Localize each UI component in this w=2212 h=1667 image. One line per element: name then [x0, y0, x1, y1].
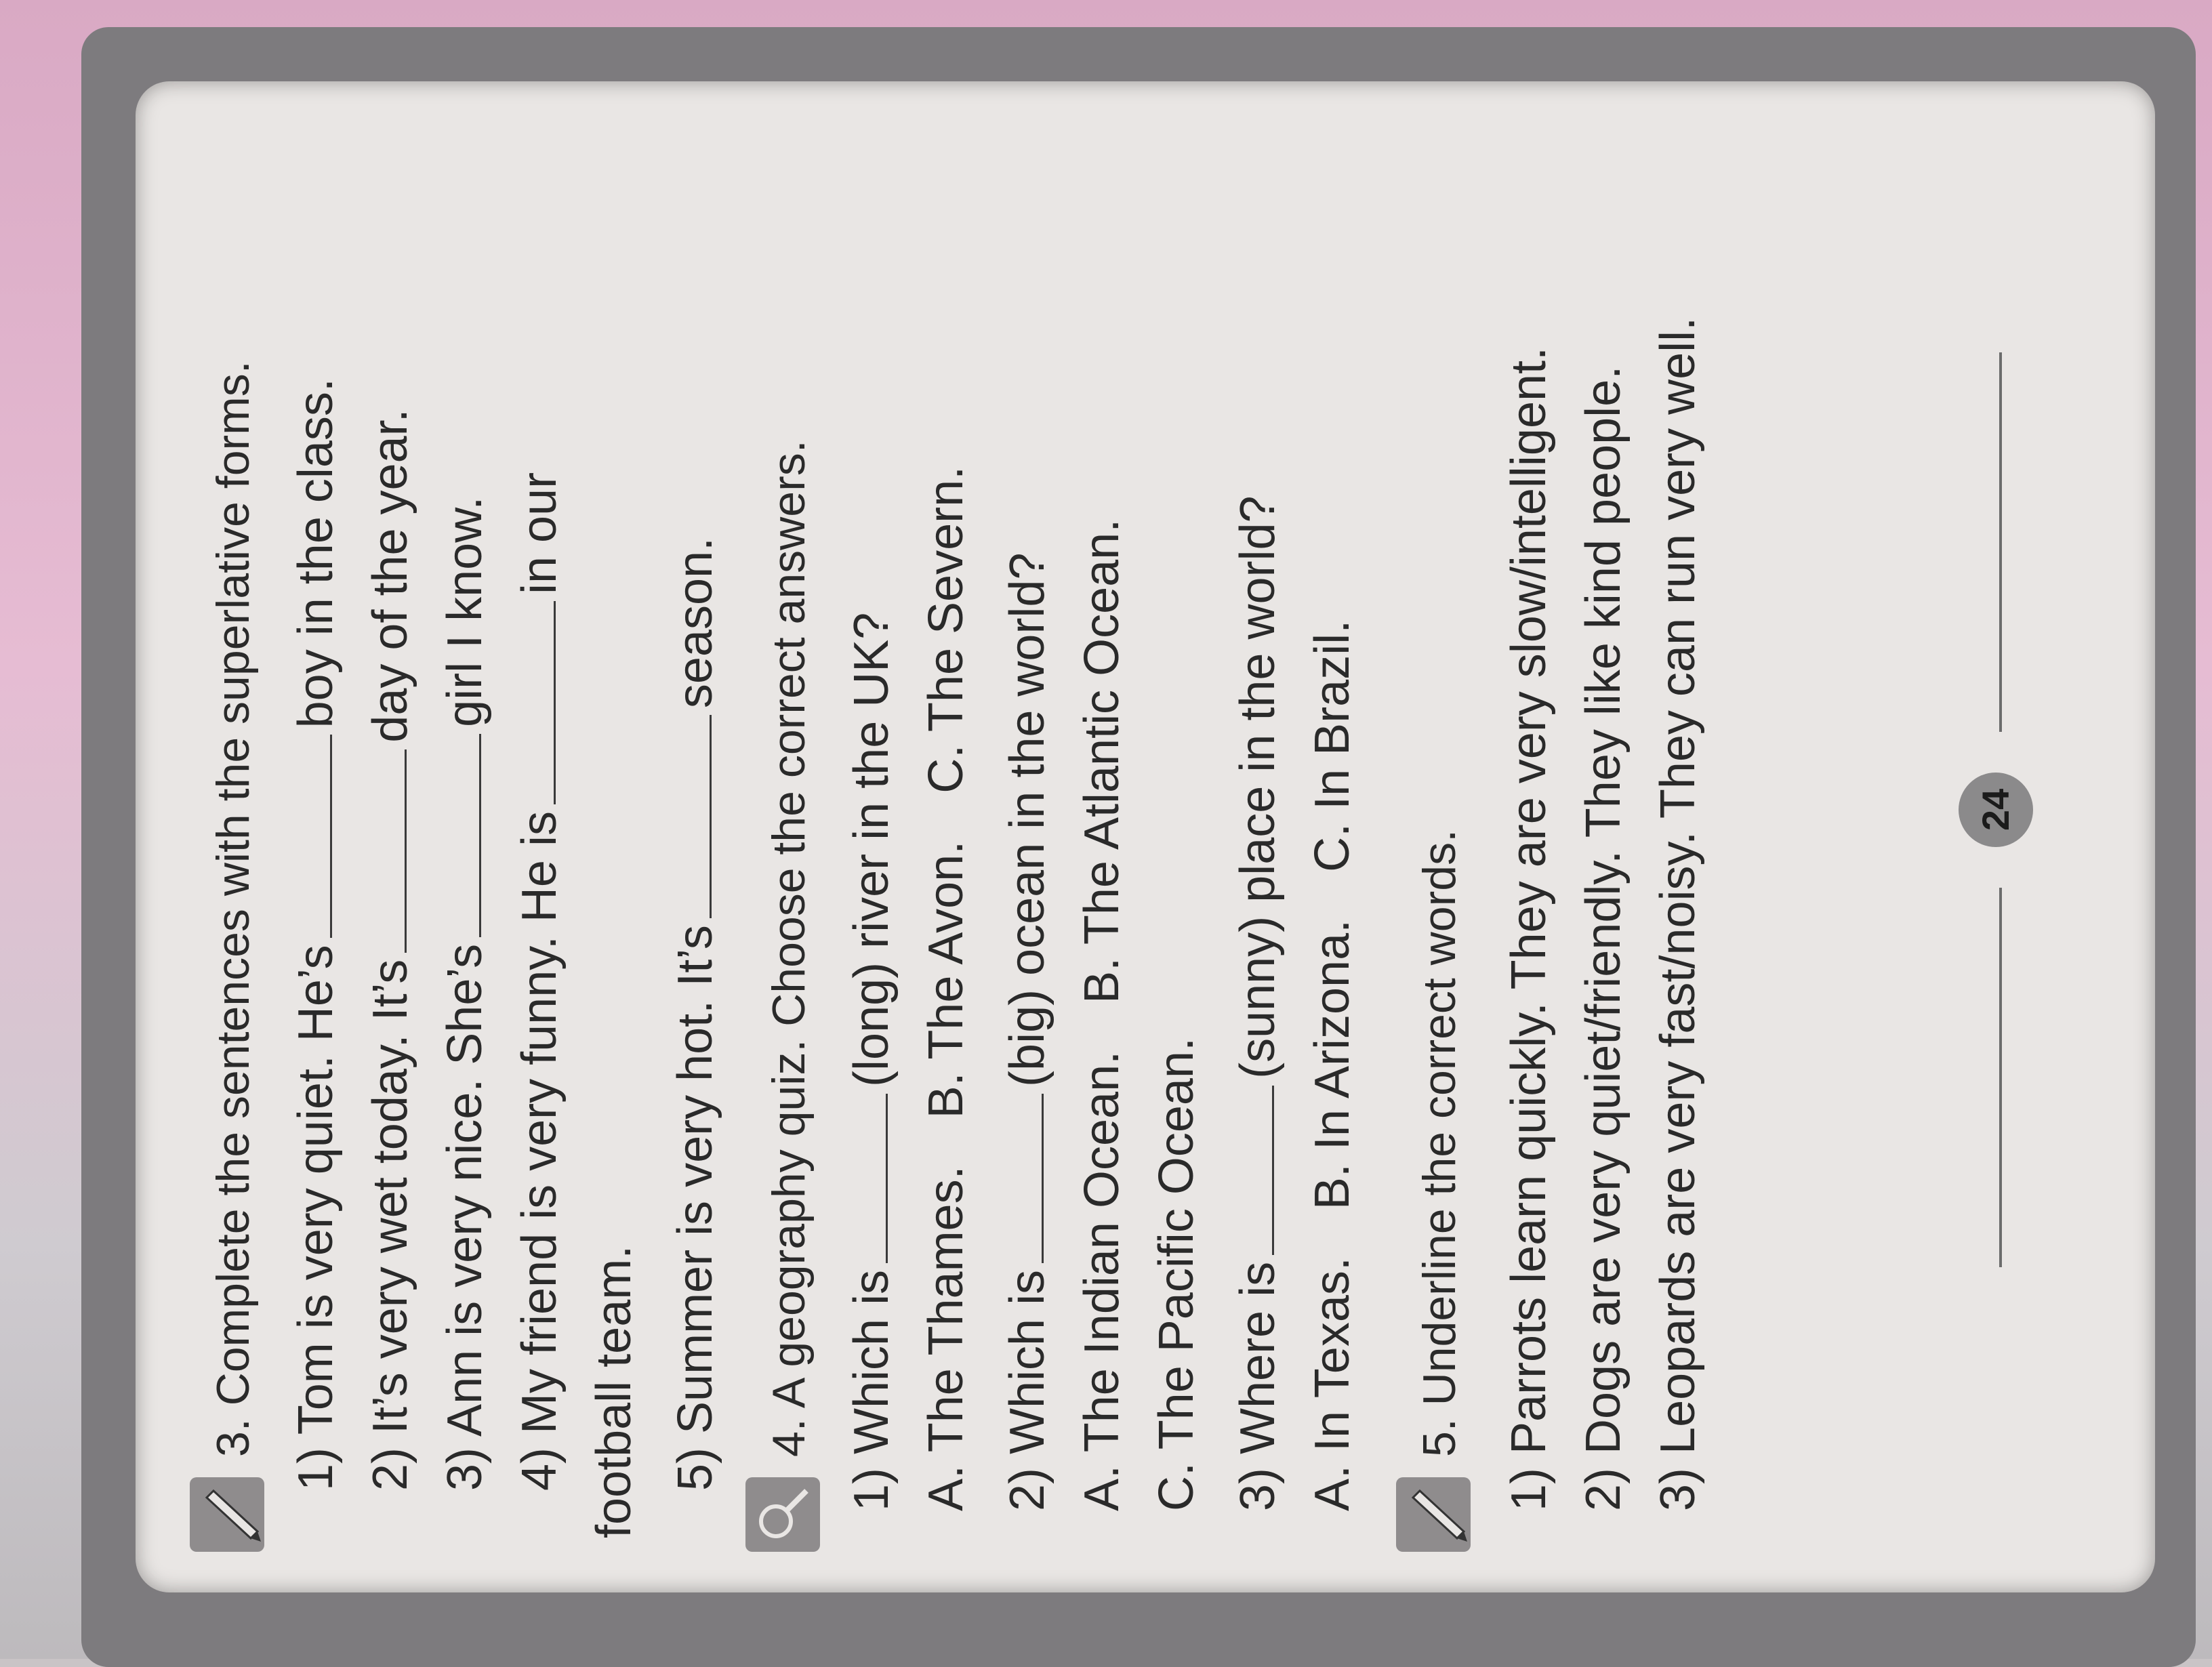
ex4-q2-options [1075, 472, 1129, 1511]
option-a[interactable]: A. In Texas. [1305, 1257, 1359, 1511]
answer-blank[interactable] [442, 734, 481, 937]
answer-blank[interactable] [516, 601, 556, 804]
option-b[interactable]: B. In Arizona. [1305, 919, 1359, 1210]
answer-blank[interactable] [293, 735, 332, 938]
ex4-question-1: 1) Which is(long) river in the UK? [844, 612, 899, 1511]
page-content [176, 122, 2114, 1552]
exercise-3-title: 3. Complete the sentences with the superlative forms. [207, 361, 259, 1457]
answer-blank[interactable] [1235, 1086, 1274, 1255]
footer-rule-left [1999, 888, 2002, 1267]
answer-blank[interactable] [672, 715, 712, 918]
ex4-q2-options-c [1149, 990, 1204, 1511]
ex5-item-3: 3) Leopards are very fast/noisy. They can run very well. [1651, 316, 1705, 1511]
ex4-q3-options [1305, 573, 1359, 1511]
pen-icon [190, 1477, 264, 1552]
option-c[interactable]: C. The Severn. [919, 466, 973, 794]
ex3-item-4-cont: football team. [587, 1245, 641, 1538]
ex3-item-2: 2) It’s very wet today. It’sday of the year. [363, 409, 417, 1491]
exercise-4-title: 4. A geography quiz. Choose the correct answers. [763, 440, 815, 1457]
ex4-q1-options [919, 419, 973, 1511]
ex3-item-5: 5) Summer is very hot. It’sseason. [668, 537, 722, 1491]
ex3-item-1: 1) Tom is very quiet. He’sboy in the class. [289, 378, 343, 1491]
answer-blank[interactable] [1004, 1094, 1044, 1263]
pen-icon [1396, 1477, 1471, 1552]
option-a[interactable]: A. The Indian Ocean. [1075, 1050, 1129, 1511]
option-b[interactable]: B. The Avon. [919, 840, 973, 1119]
option-a[interactable]: A. The Thames. [919, 1166, 973, 1511]
magnifier-icon [745, 1477, 820, 1552]
option-c[interactable]: C. The Pacific Ocean. [1149, 1037, 1204, 1511]
ex3-item-4: 4) My friend is very funny. He isin our [512, 472, 567, 1491]
answer-blank[interactable] [367, 749, 407, 953]
ex3-item-3: 3) Ann is very nice. She’sgirl I know. [438, 496, 492, 1491]
exercise-5-title: 5. Underline the correct words. [1414, 829, 1465, 1457]
ex5-item-1: 1) Parrots learn quickly. They are very slow/intelligent. [1502, 346, 1556, 1511]
ex4-question-3: 3) Where is(sunny) place in the world? [1231, 495, 1285, 1511]
option-b[interactable]: B. The Atlantic Ocean. [1075, 518, 1129, 1004]
option-c[interactable]: C. In Brazil. [1305, 619, 1359, 872]
answer-blank[interactable] [848, 1094, 888, 1263]
footer-rule-right [1999, 352, 2002, 732]
ex4-question-2: 2) Which is(big) ocean in the world? [1000, 552, 1054, 1511]
ex5-item-2: 2) Dogs are very quiet/friendly. They like kind people. [1576, 365, 1631, 1511]
page-number: 24 [1959, 773, 2033, 847]
workbook-page [136, 81, 2155, 1592]
